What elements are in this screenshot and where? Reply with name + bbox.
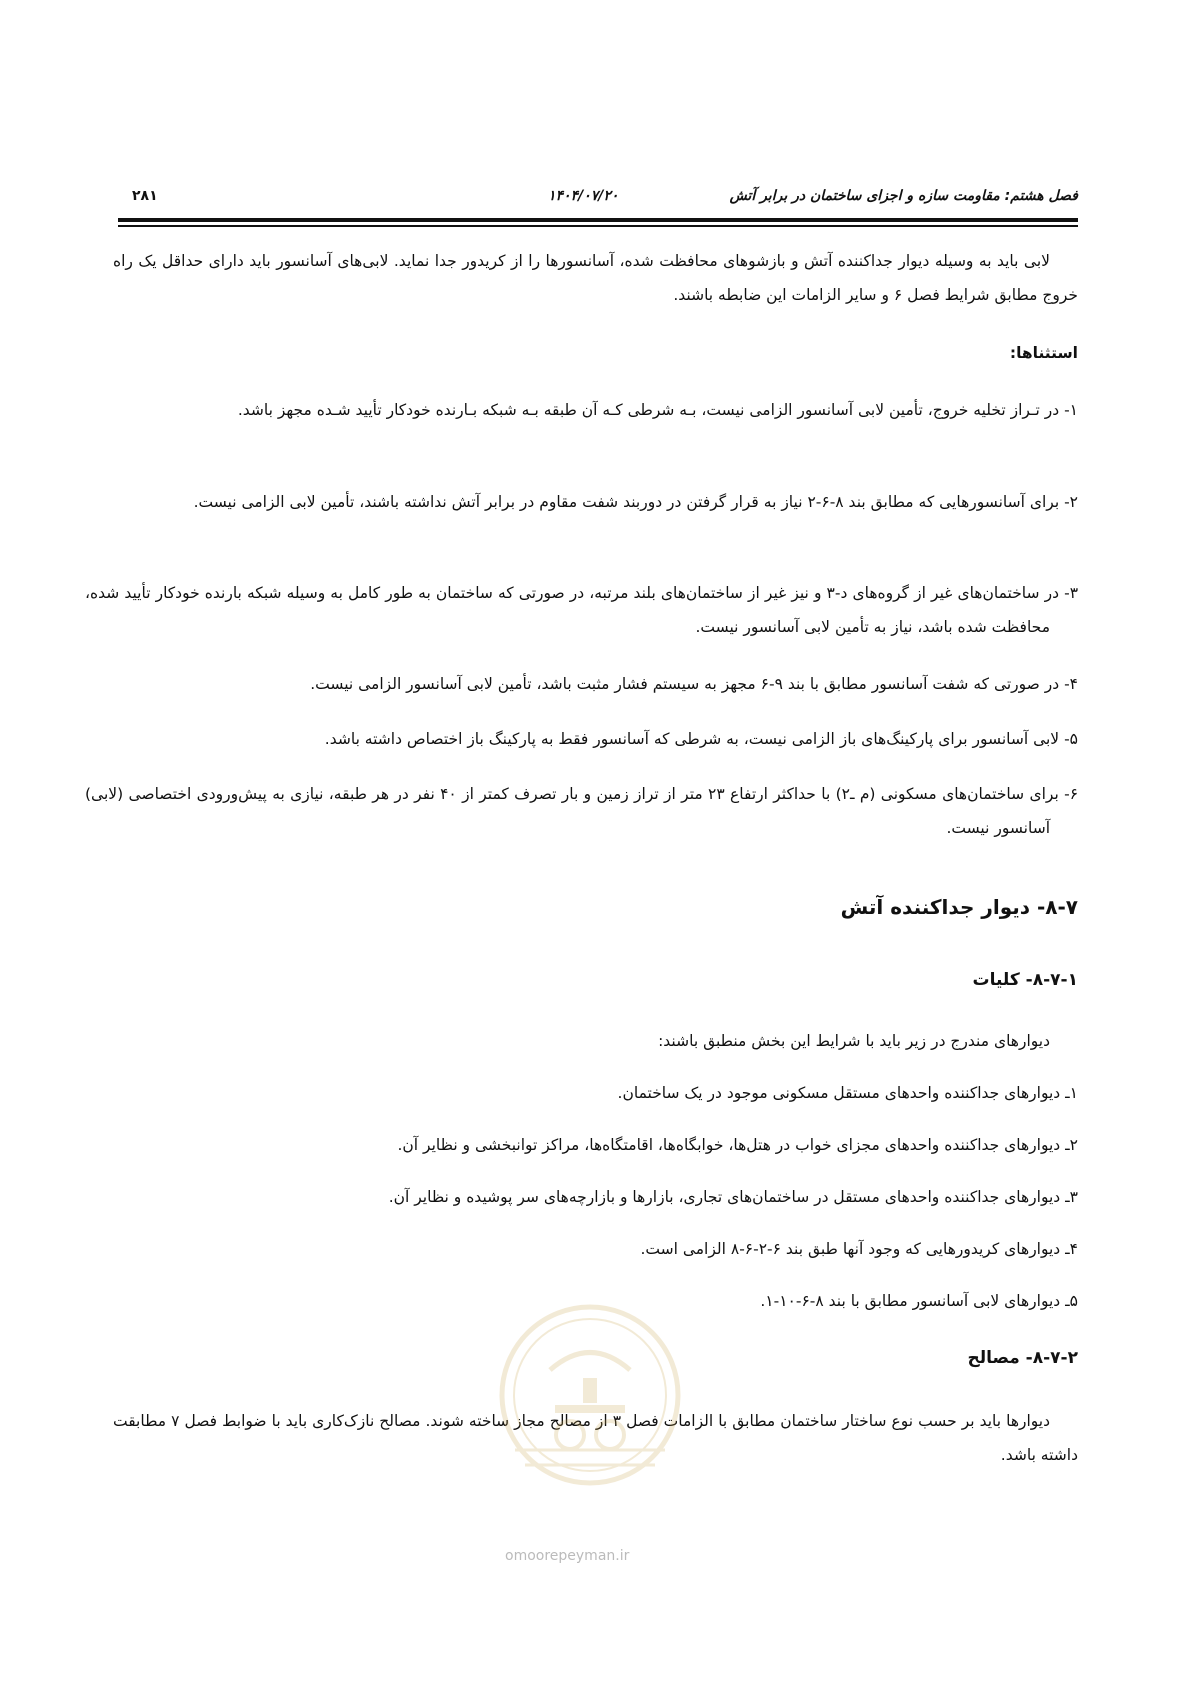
materials-title: ۸-۷-۲- مصالح: [967, 1348, 1078, 1368]
chapter-title: فصل هشتم: مقاومت سازه و اجزای ساختمان در برابر آتش: [729, 188, 1078, 204]
exception-item-6: ۶- برای ساختمان‌های مسکونی (م ـ۲) با حداکثر ارتفاع ۲۳ متر از تراز زمین و بار تصرف کمتر از ۴۰ نفر در هر طبقه، نیازی به پیش‌ورودی اختصاصی (لابی) آسانسور نیست.: [85, 785, 1079, 837]
section-title: ۸-۷- دیوار جداکننده آتش: [840, 895, 1078, 919]
exceptions-title: استثناها:: [1009, 344, 1078, 362]
header-divider: [118, 218, 1078, 222]
general-item-5: ۵ـ دیوارهای لابی آسانسور مطابق با بند ۸-۶-۱۰-۱.: [760, 1292, 1078, 1310]
general-item-2: ۲ـ دیوارهای جداکننده واحدهای مجزای خواب در هتل‌ها، خوابگاه‌ها، اقامتگاه‌ها، مراکز توانبخشی و نظایر آن.: [397, 1136, 1078, 1154]
general-item-4: ۴ـ دیوارهای کریدورهایی که وجود آنها طبق بند ۶-۲-۶-۸ الزامی است.: [640, 1240, 1078, 1258]
exception-item-2: ۲- برای آسانسورهایی که مطابق بند ۸-۶-۲ نیاز به قرار گرفتن در دوربند شفت مقاوم در برابر آتش نداشته باشند، تأمین لابی الزامی نیست.: [193, 493, 1078, 511]
exception-item-1: ۱- در تـراز تخلیه خروج، تأمین لابی آسانسور الزامی نیست، بـه شرطی کـه آن طبقه بـه شبکه بـارنده خودکار تأیید شـده مجهز باشد.: [237, 401, 1078, 419]
exception-item-3: ۳- در ساختمان‌های غیر از گروه‌های د-۳ و نیز غیر از ساختمان‌های بلند مرتبه، در صورتی که ساختمان به طور کامل به وسیله شبکه بارنده خودکار تأیید شده، محافظت شده باشد، نیاز به تأمین لابی آسانسور نیست.: [85, 584, 1079, 636]
general-title: ۸-۷-۱- کلیات: [972, 970, 1078, 990]
general-item-3: ۳ـ دیوارهای جداکننده واحدهای مستقل در ساختمان‌های تجاری، بازارها و بازارچه‌های سر پوشیده و نظایر آن.: [388, 1188, 1078, 1206]
document-date: ۱۴۰۴/۰۷/۲۰: [548, 188, 619, 204]
materials-paragraph: دیوارها باید بر حسب نوع ساختار ساختمان مطابق با الزامات فصل ۳ از مصالح مجاز ساخته شوند. مصالح نازک‌کاری باید با ضوابط فصل ۷ مطابقت داشته باشد.: [113, 1412, 1078, 1464]
header-divider-thin: [118, 225, 1078, 227]
exception-item-5: ۵- لابی آسانسور برای پارکینگ‌های باز الزامی نیست، به شرطی که آسانسور فقط به پارکینگ باز اختصاص داشته باشد.: [324, 730, 1078, 748]
general-intro: دیوارهای مندرج در زیر باید با شرایط این بخش منطبق باشند:: [658, 1032, 1050, 1050]
exception-item-4: ۴- در صورتی که شفت آسانسور مطابق با بند ۹-۶ مجهز به سیستم فشار مثبت باشد، تأمین لابی آسانسور الزامی نیست.: [310, 675, 1078, 693]
page-number: ۲۸۱: [132, 188, 158, 204]
watermark-logo-icon: [495, 1300, 685, 1490]
watermark-url: omoorepeyman.ir: [505, 1548, 630, 1564]
intro-paragraph: لابی باید به وسیله دیوار جداکننده آتش و بازشوهای محافظت شده، آسانسورها را از کریدور جدا نماید. لابی‌های آسانسور باید دارای حداقل یک راه خروج مطابق شرایط فصل ۶ و سایر الزامات این ضابطه باشند.: [113, 252, 1078, 304]
general-item-1: ۱ـ دیوارهای جداکننده واحدهای مستقل مسکونی موجود در یک ساختمان.: [617, 1084, 1078, 1102]
page-header: [118, 188, 1078, 212]
